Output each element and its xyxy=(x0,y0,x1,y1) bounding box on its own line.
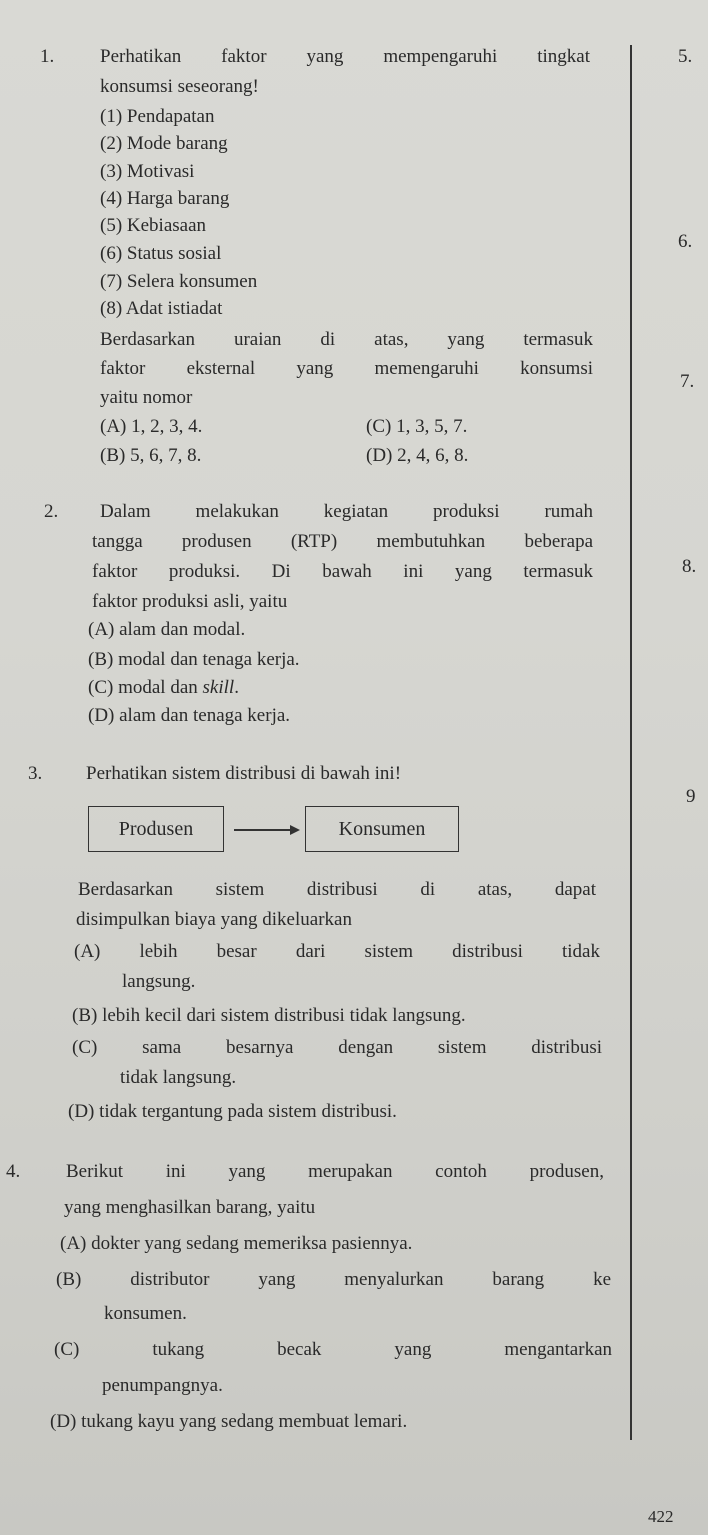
q4-line2: yang menghasilkan barang, yaitu xyxy=(64,1197,316,1218)
q1-item-4: (4) Harga barang xyxy=(100,188,230,209)
q1-item-5: (5) Kebiasaan xyxy=(100,215,207,236)
q1-option-b: (B) 5, 6, 7, 8. xyxy=(100,445,202,466)
q6-number: 6. xyxy=(678,231,693,252)
q7-number: 7. xyxy=(680,371,695,392)
q4-option-b-line1: (B) distributor yang menyalurkan barang ke xyxy=(56,1269,611,1290)
producer-label: Produsen xyxy=(118,818,194,840)
q1-item-2: (2) Mode barang xyxy=(100,133,228,154)
q2-option-d: (D) alam dan tenaga kerja. xyxy=(88,705,291,726)
q2-option-c xyxy=(88,676,239,700)
q4-option-b-line2: konsumen. xyxy=(104,1303,187,1324)
q1-option-a: (A) 1, 2, 3, 4. xyxy=(100,416,203,437)
q5-number: 5. xyxy=(678,46,693,67)
q2-number: 2. xyxy=(44,501,59,522)
q1-question-line2: faktor eksternal yang memengaruhi konsumsi xyxy=(100,358,593,379)
q3-option-a-line2: langsung. xyxy=(122,971,196,992)
q4-option-c-line2: penumpangnya. xyxy=(102,1375,223,1396)
q4-option-c-line1: (C) tukang becak yang mengantarkan xyxy=(54,1339,612,1360)
q4-line1: Berikut ini yang merupakan contoh produsen, xyxy=(66,1161,604,1182)
q3-option-c-line2: tidak langsung. xyxy=(120,1067,237,1088)
q1-item-7: (7) Selera konsumen xyxy=(100,271,258,292)
q3-number: 3. xyxy=(28,763,43,784)
q1-option-c: (C) 1, 3, 5, 7. xyxy=(366,416,468,437)
q2-option-c-prefix: (C) modal dan xyxy=(88,677,203,698)
q2-line4: faktor produksi asli, yaitu xyxy=(92,591,288,612)
consumer-label: Konsumen xyxy=(338,818,426,840)
q3-line1: Berdasarkan sistem distribusi di atas, dapat xyxy=(78,879,596,900)
q3-option-b: (B) lebih kecil dari sistem distribusi tidak langsung. xyxy=(72,1005,466,1026)
q1-question-line1: Berdasarkan uraian di atas, yang termasuk xyxy=(100,329,593,350)
q1-stem-line2: konsumsi seseorang! xyxy=(100,76,259,97)
q4-number: 4. xyxy=(6,1161,21,1182)
column-divider xyxy=(630,45,632,1440)
q1-item-8: (8) Adat istiadat xyxy=(100,298,223,319)
q2-option-b: (B) modal dan tenaga kerja. xyxy=(88,649,300,670)
distribution-arrow xyxy=(234,829,292,831)
q1-number: 1. xyxy=(40,46,55,67)
q4-option-d: (D) tukang kayu yang sedang membuat lemari. xyxy=(50,1411,408,1432)
q3-option-c-line1: (C) sama besarnya dengan sistem distribusi xyxy=(72,1037,602,1058)
q8-number: 8. xyxy=(682,556,697,577)
q2-option-c-suffix: . xyxy=(234,677,239,698)
q1-item-1: (1) Pendapatan xyxy=(100,106,215,127)
q3-option-a-line1: (A) lebih besar dari sistem distribusi tidak xyxy=(74,941,600,962)
q3-stem: Perhatikan sistem distribusi di bawah ini! xyxy=(86,763,402,784)
q2-line3: faktor produksi. Di bawah ini yang termasuk xyxy=(92,561,593,582)
q1-stem-line1: Perhatikan faktor yang mempengaruhi tingkat xyxy=(100,46,590,67)
q3-option-d: (D) tidak tergantung pada sistem distribusi. xyxy=(68,1101,397,1122)
producer-box xyxy=(88,806,224,852)
q4-option-a: (A) dokter yang sedang memeriksa pasiennya. xyxy=(60,1233,413,1254)
q1-item-6: (6) Status sosial xyxy=(100,243,222,264)
q2-option-a: (A) alam dan modal. xyxy=(88,619,246,640)
consumer-box xyxy=(305,806,459,852)
q2-option-c-italic: skill xyxy=(202,677,235,698)
q1-item-3: (3) Motivasi xyxy=(100,161,195,182)
page-number: 422 xyxy=(648,1507,674,1526)
q2-line2: tangga produsen (RTP) membutuhkan beberapa xyxy=(92,531,593,552)
q2-line1: Dalam melakukan kegiatan produksi rumah xyxy=(100,501,593,522)
q1-option-d: (D) 2, 4, 6, 8. xyxy=(366,445,469,466)
q1-question-line3: yaitu nomor xyxy=(100,387,193,408)
arrowhead-icon xyxy=(290,825,300,835)
q9-number: 9 xyxy=(686,786,696,807)
q3-line2: disimpulkan biaya yang dikeluarkan xyxy=(76,909,352,930)
